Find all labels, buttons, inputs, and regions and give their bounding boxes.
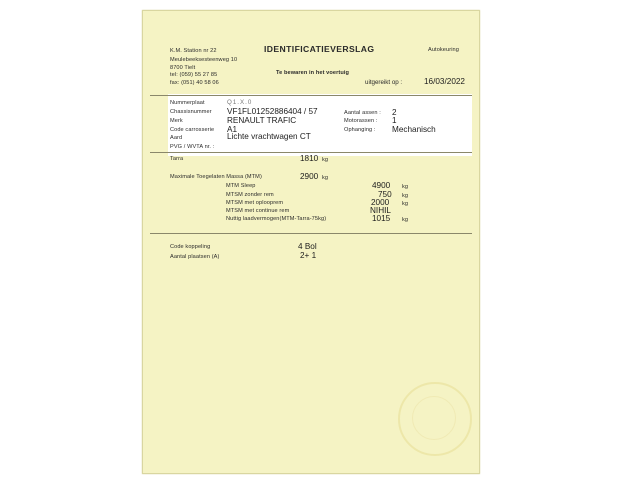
oplooprem-unit: kg	[402, 201, 409, 207]
nummerplaat-label: Nummerplaat	[170, 100, 205, 106]
department-label: Autokeuring	[428, 47, 459, 53]
tarra-unit: kg	[322, 157, 329, 163]
koppeling-label: Code koppeling	[170, 244, 211, 250]
address-street: Meulebeeksesteenweg 10	[170, 57, 238, 63]
document-title: IDENTIFICATIEVERSLAG	[264, 44, 375, 54]
address-city: 8700 Tielt	[170, 65, 196, 71]
merk-label: Merk	[170, 118, 183, 124]
laadvermogen-unit: kg	[402, 217, 409, 223]
sleep-value: 4900	[372, 181, 391, 190]
fax-number: fax: (051) 40 58 06	[170, 80, 219, 86]
zonder-rem-value: 750	[378, 190, 392, 199]
plaatsen-value: 2+ 1	[300, 251, 317, 260]
carrosserie-value: A1	[227, 125, 238, 134]
ophanging-label: Ophanging :	[344, 127, 376, 133]
chassis-label: Chassisnummer	[170, 109, 212, 115]
laadvermogen-label: Nuttig laadvermogen(MTM-Tarra-75kg)	[226, 216, 327, 222]
continue-rem-value: NIHIL	[370, 206, 391, 215]
continue-rem-label: MTSM met continue rem	[226, 208, 290, 214]
tarra-value: 1810	[300, 154, 319, 163]
sleep-label: MTM Sleep	[226, 183, 256, 189]
aard-value: Lichte vrachtwagen CT	[227, 132, 311, 141]
motorassen-value: 1	[392, 116, 397, 125]
assen-value: 2	[392, 108, 397, 117]
tarra-label: Tarra	[170, 156, 184, 162]
divider-top	[150, 95, 472, 96]
station-line: K.M. Station nr 22	[170, 48, 217, 54]
assen-label: Aantal assen :	[344, 110, 381, 116]
mtm-unit: kg	[322, 175, 329, 181]
issued-date: 16/03/2022	[424, 77, 465, 86]
divider-vehicle	[150, 152, 472, 153]
ophanging-value: Mechanisch	[392, 125, 436, 134]
mtm-value: 2900	[300, 172, 319, 181]
zonder-rem-unit: kg	[402, 193, 409, 199]
chassis-value: VF1FL01252886404 / 57	[227, 107, 318, 116]
watermark-seal-inner	[412, 396, 456, 440]
pvg-label: PVG / WVTA nr. :	[170, 144, 215, 150]
oplooprem-label: MTSM met oplooprem	[226, 200, 284, 206]
keep-notice: Te bewaren in het voertuig	[276, 70, 350, 76]
merk-value: RENAULT TRAFIC	[227, 116, 297, 125]
aard-label: Aard	[170, 135, 183, 141]
divider-masses	[150, 233, 472, 234]
motorassen-label: Motorassen :	[344, 118, 378, 124]
phone-number: tel: (059) 55 27 85	[170, 72, 218, 78]
laadvermogen-value: 1015	[372, 214, 391, 223]
mtm-label: Maximale Toegelaten Massa (MTM)	[170, 174, 262, 180]
issued-label: uitgereikt op :	[365, 79, 403, 86]
sleep-unit: kg	[402, 184, 409, 190]
carrosserie-label: Code carrosserie	[170, 127, 215, 133]
plaatsen-label: Aantal plaatsen (A)	[170, 254, 220, 260]
nummerplaat-value: Q1.X.0	[227, 99, 253, 106]
zonder-rem-label: MTSM zonder rem	[226, 192, 274, 198]
koppeling-value: 4 Bol	[298, 242, 317, 251]
oplooprem-value: 2000	[371, 198, 390, 207]
